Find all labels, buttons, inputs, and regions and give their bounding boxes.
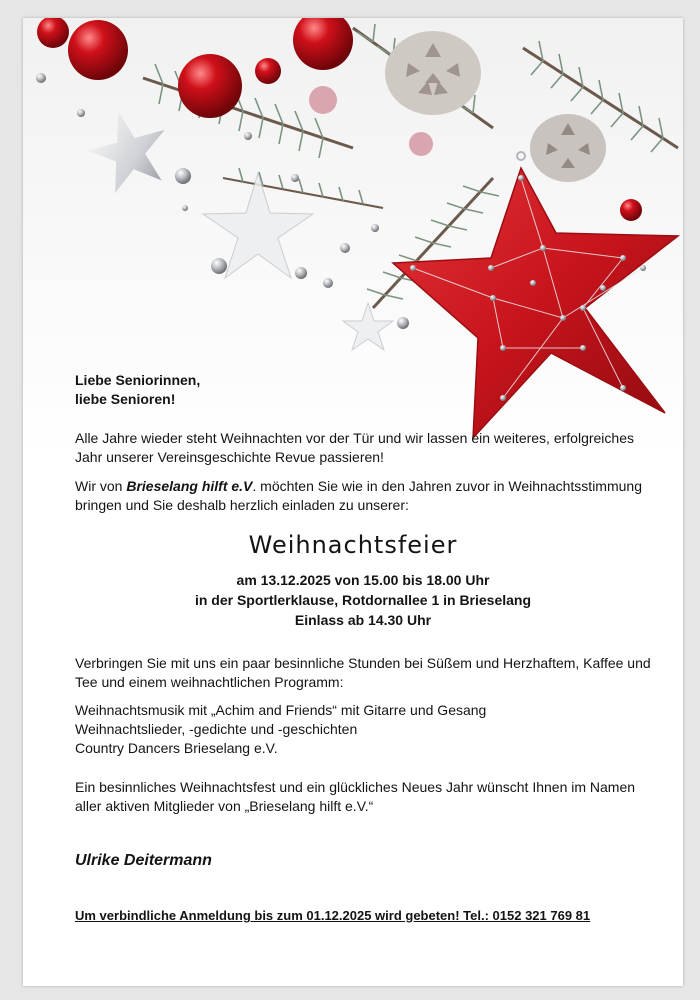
closing-paragraph: Ein besinnliches Weihnachtsfest und ein glückliches Neues Jahr wünscht Ihnen im Namen aller aktiven Mitglieder von „Brieselang hilft e.V.“ — [75, 779, 636, 814]
event-title: Weihnachtsfeier — [248, 531, 458, 559]
invitation-paragraph — [75, 477, 645, 515]
program-list — [75, 701, 486, 758]
event-admission: Einlass ab 14.30 Uhr — [294, 612, 432, 628]
greeting-line-1: Liebe Seniorinnen, — [75, 372, 201, 388]
program-item: Weihnachtslieder, -gedichte und -geschichten — [75, 721, 358, 737]
invitation-page — [23, 18, 683, 986]
program-intro-paragraph: Verbringen Sie mit uns ein paar besinnliche Stunden bei Süßem und Herzhaftem, Kaffee und Tee und einem weihnachtlichen Programm: — [75, 655, 651, 690]
intro-paragraph: Alle Jahre wieder steht Weihnachten vor der Tür und wir lassen ein weiteres, erfolgreiches Jahr unserer Vereinsgeschichte Revue passieren! — [75, 430, 634, 465]
invitation-suffix: . möchten Sie wie in den Jahren zuvor in Weihnachtsstimmung bringen und Sie deshalb herzlich einladen zu unserer: — [75, 478, 642, 513]
event-location: in der Sportlerklause, Rotdornallee 1 in Brieselang — [194, 592, 532, 608]
registration-notice: Um verbindliche Anmeldung bis zum 01.12.2025 wird gebeten! Tel.: 0152 321 769 81 — [75, 908, 591, 923]
organization-name: Brieselang hilft e.V — [126, 478, 253, 494]
program-item: Weihnachtsmusik mit „Achim and Friends“ mit Gitarre und Gesang — [75, 702, 487, 718]
event-details — [23, 570, 683, 630]
invitation-prefix: Wir von — [75, 478, 127, 494]
signature: Ulrike Deitermann — [75, 852, 212, 869]
greeting — [75, 371, 200, 409]
event-date-time: am 13.12.2025 von 15.00 bis 18.00 Uhr — [236, 572, 490, 588]
program-item: Country Dancers Brieselang e.V. — [75, 740, 278, 756]
greeting-line-2: liebe Senioren! — [75, 391, 176, 407]
